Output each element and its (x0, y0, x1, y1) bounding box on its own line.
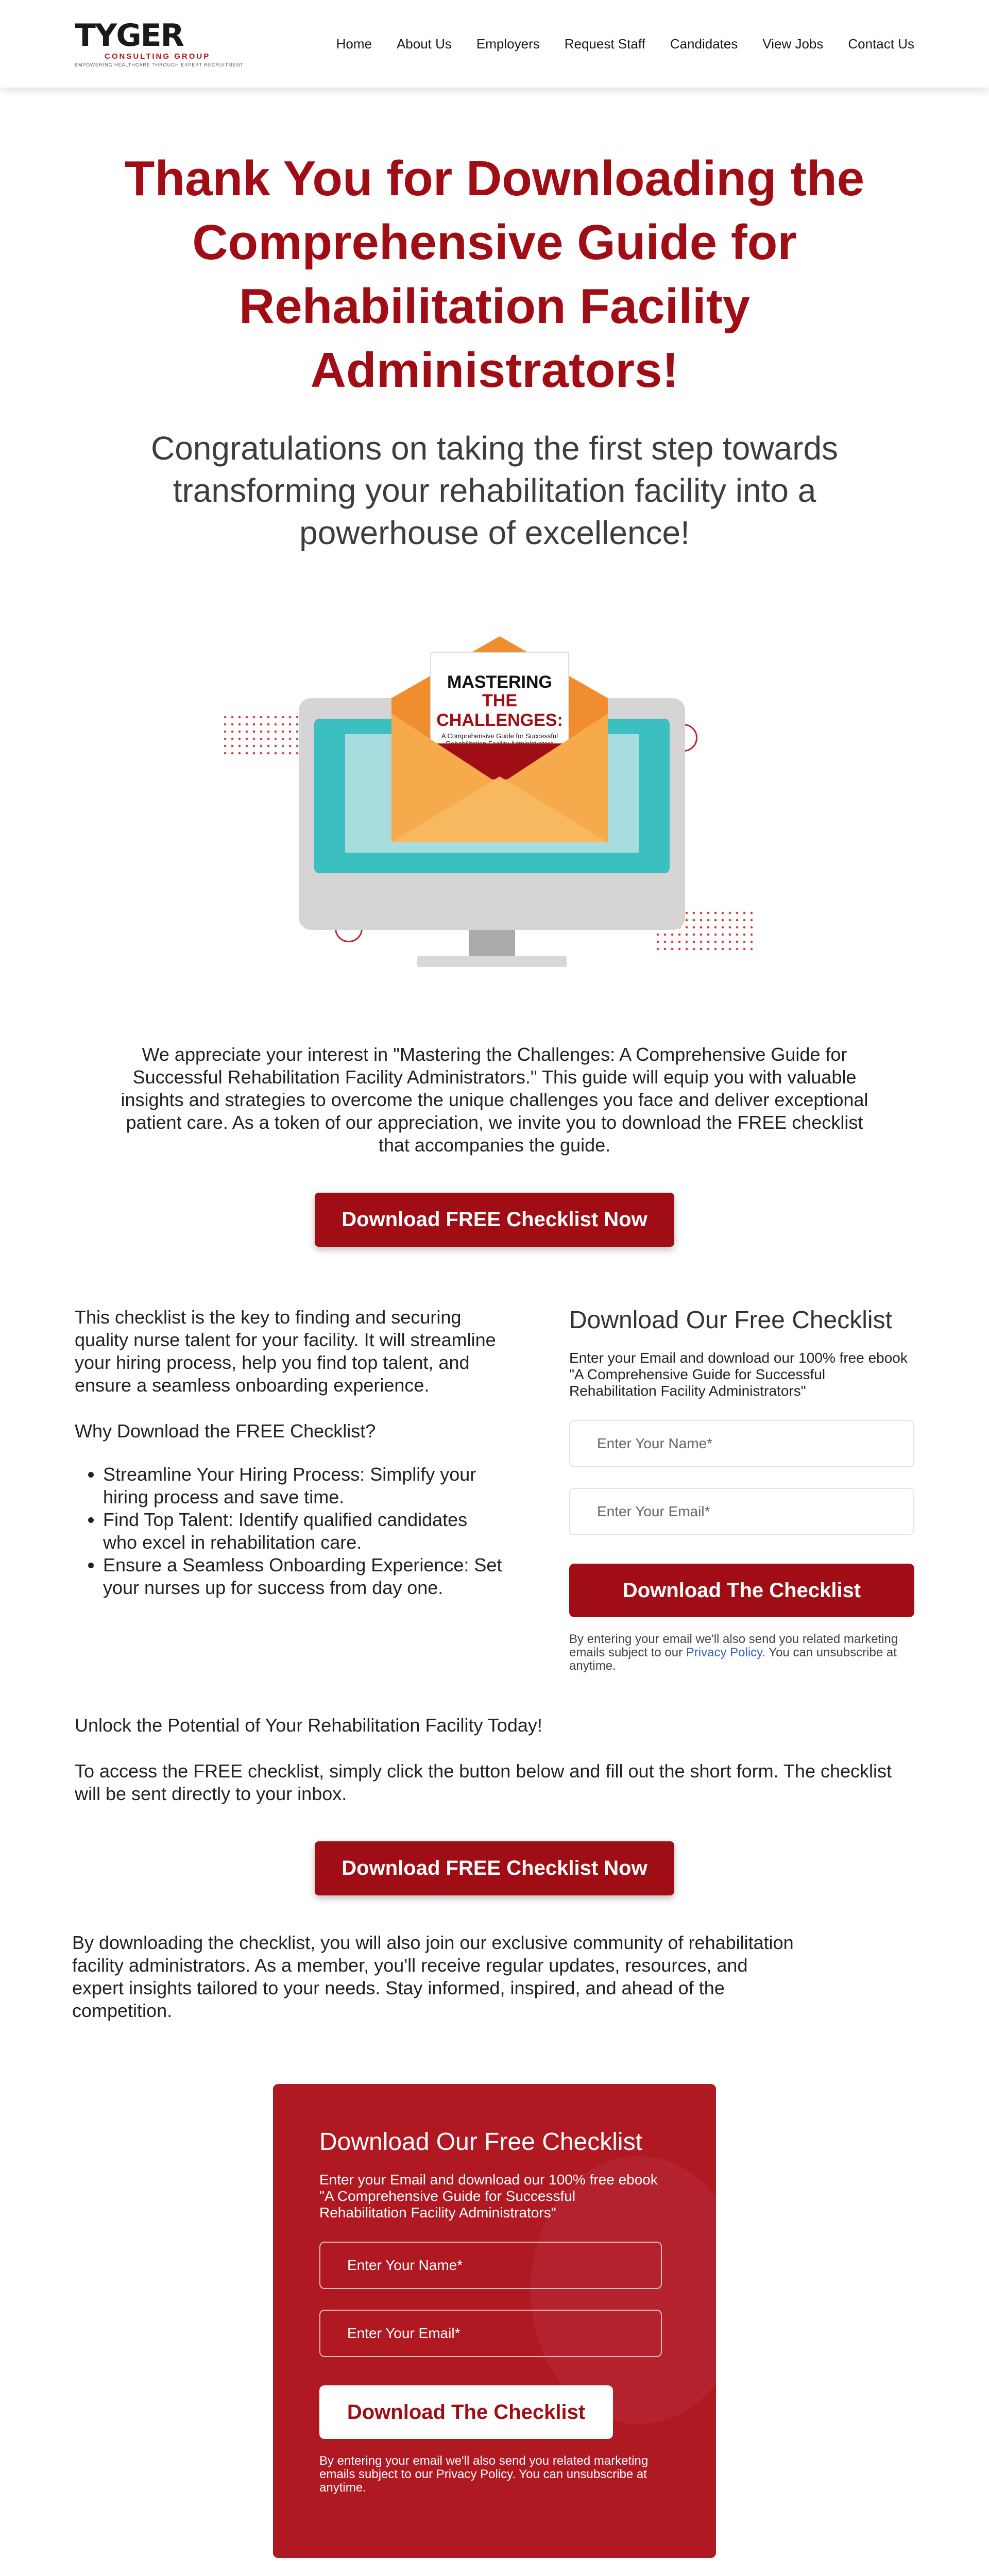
checklist-info (75, 1306, 502, 1673)
form-title: Download Our Free Checklist (319, 2128, 642, 2156)
unlock-heading: Unlock the Potential of Your Rehabilitation Facility Today! (75, 1715, 542, 1736)
checklist-form (569, 1306, 914, 1673)
logo-subtitle: CONSULTING GROUP (105, 52, 211, 61)
checklist-description: This checklist is the key to finding and securing quality nurse talent for your facility. It will streamline your hiring process, help you find top talent, and ensure a seamless onboarding experience. (75, 1307, 496, 1396)
ebook-illustration (0, 595, 989, 1007)
monitor-base (417, 956, 567, 967)
ebook-title-line1: MASTERING (447, 672, 552, 692)
name-input[interactable]: Enter Your Name* (319, 2242, 662, 2289)
monitor-stand (469, 930, 515, 958)
main-nav (336, 36, 914, 52)
community-text: By downloading the checklist, you will also join our exclusive community of rehabilitation facility administrators. As a member, you'll receive regular updates, resources, and expert insights tailored to your needs. Stay informed, inspired, and ahead of the competition. (72, 1932, 794, 2021)
email-input[interactable]: Enter Your Email* (319, 2310, 662, 2357)
form-subtitle: Enter your Email and download our 100% free ebook "A Comprehensive Guide for Successful Rehabilitation Facility Administrators" (319, 2172, 658, 2221)
checklist-section (0, 1306, 989, 1673)
checklist-form-card (273, 2084, 716, 2558)
list-item: • Find Top Talent: Identify qualified candidates who excel in rehabilitation care. (103, 1509, 502, 1554)
nav-contact-us[interactable]: Contact Us (848, 36, 914, 52)
nav-about-us[interactable]: About Us (396, 36, 452, 52)
list-item: • Ensure a Seamless Onboarding Experience: Set your nurses up for success from day one. (103, 1554, 502, 1599)
form-subtitle: Enter your Email and download our 100% free ebook "A Comprehensive Guide for Successful Rehabilitation Facility Administrators" (569, 1350, 908, 1399)
ebook-title-line2: THE CHALLENGES: (436, 691, 563, 730)
logo-tagline: EMPOWERING HEALTHCARE THROUGH EXPERT RECRUITMENT (75, 62, 244, 67)
download-the-checklist-button[interactable]: Download The Checklist (319, 2385, 613, 2439)
ebook-title-line3: A Comprehensive Guide for Successful (441, 732, 558, 740)
hero-section (0, 88, 989, 554)
download-checklist-button[interactable]: Download FREE Checklist Now (315, 1841, 674, 1895)
nav-request-staff[interactable]: Request Staff (564, 36, 645, 52)
nav-employers[interactable]: Employers (476, 36, 540, 52)
site-header (0, 0, 989, 88)
unlock-instructions: To access the FREE checklist, simply click the button below and fill out the short form. The checklist will be sent directly to your inbox. (75, 1760, 892, 1804)
logo[interactable] (75, 20, 244, 67)
privacy-policy-link[interactable]: Privacy Policy (686, 1646, 762, 1659)
unlock-section (0, 1714, 989, 1805)
nav-view-jobs[interactable]: View Jobs (762, 36, 824, 52)
why-download-heading: Why Download the FREE Checklist? (75, 1420, 376, 1442)
intro-text: We appreciate your interest in "Mastering the Challenges: A Comprehensive Guide for Successful Rehabilitation Facility Administrators." This guide will equip you with valuable insights and strategies to overcome the unique challenges you face and deliver exceptional patient care. As a token of our appreciation, we invite you to download the FREE checklist that accompanies the guide. (121, 1044, 868, 1156)
form-title: Download Our Free Checklist (569, 1307, 892, 1334)
nav-candidates[interactable]: Candidates (670, 36, 738, 52)
form-disclaimer: By entering your email we'll also send you related marketing emails subject to our Privacy Policy. You can unsubscribe at anytime. (319, 2454, 649, 2495)
email-input[interactable]: Enter Your Email* (569, 1488, 914, 1535)
name-input[interactable]: Enter Your Name* (569, 1420, 914, 1467)
download-the-checklist-button[interactable]: Download The Checklist (569, 1564, 914, 1617)
download-checklist-button[interactable]: Download FREE Checklist Now (315, 1193, 674, 1247)
hero-subtitle: Congratulations on taking the first step towards transforming your rehabilitation facility into a powerhouse of excellence! (150, 430, 839, 551)
form-disclaimer: By entering your email we'll also send you related marketing emails subject to our Privacy Policy. You can unsubscribe at anytime. (569, 1632, 898, 1673)
hero-title: Thank You for Downloading the Comprehensive Guide for Rehabilitation Facility Administrators! (124, 151, 865, 398)
benefits-list (75, 1463, 502, 1599)
logo-wordmark: TYGER (75, 18, 183, 54)
privacy-policy-link[interactable]: Privacy Policy (436, 2467, 513, 2481)
nav-home[interactable]: Home (336, 36, 372, 52)
list-item: • Streamline Your Hiring Process: Simplify your hiring process and save time. (103, 1463, 502, 1509)
